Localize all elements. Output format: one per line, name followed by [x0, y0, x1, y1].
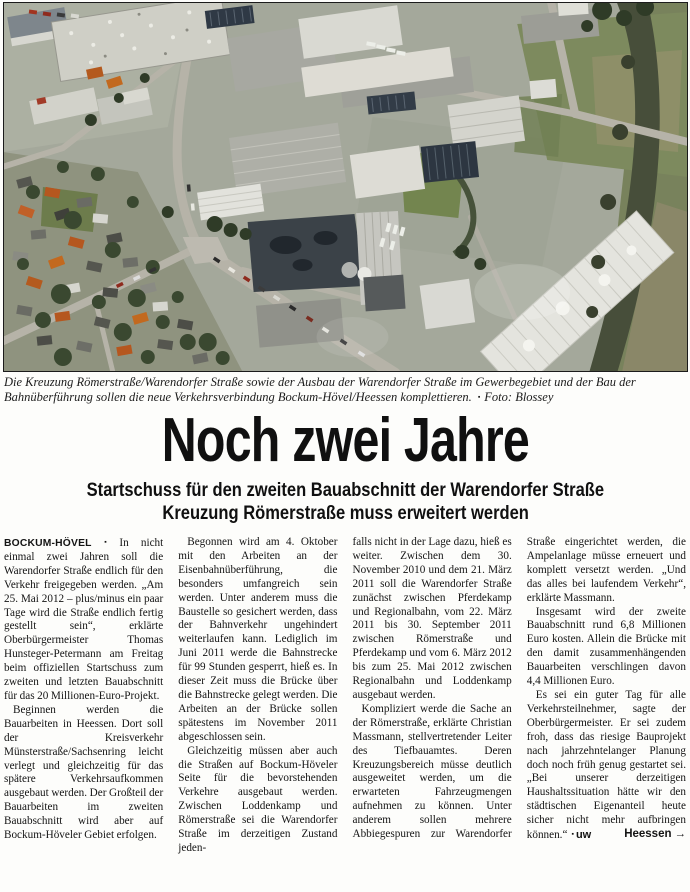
paragraph: Insgesamt wird der zweite Bauabschnitt rund 6,8 Millionen Euro kosten. Allein die Brücke mit den damit zusammenhängenden Bauarbeiten verschlingen davon 4,4 Millionen Euro.	[526, 605, 686, 688]
paragraph: Gleichzeitig müssen aber auch die Straßen auf Bockum-Höveler Seite für die bevorstehenden Verkehre ausgebaut werden. Zwischen Loddenkamp und Römerstraße sei die Warendorfer Straße im derzeitigen Zustand jeden-	[178, 744, 338, 854]
closing-paragraph	[527, 689, 686, 843]
paragraph: Beginnen werden die Bauarbeiten in Heessen. Dort soll der Kreisverkehr Münsterstraße/Sachsenring leicht verlegt und gleichzeitig für das spätere Verkehrsaufkommen ausgebaut werden. Der Großteil der Bauarbeiten im zweiten Bauabschnitt wird aber auf Bockum-Höveler Gebiet erfolgen.	[4, 703, 164, 842]
aerial-photo	[3, 2, 688, 372]
caption-line-2-text: Bahnüberführung sollen die neue Verkehrsverbindung Bockum-Hövel/Heessen komplettieren.	[4, 389, 472, 404]
dateline: BOCKUM-HÖVEL	[4, 538, 92, 549]
article-column-4	[527, 536, 686, 856]
author-initials: uw	[575, 829, 592, 842]
paragraph: Begonnen wird am 4. Oktober mit den Arbeiten an der Eisenbahnüberführung, die besonders umfangreich sein werden. Unter anderem muss die Baustelle so gesichert werden, dass der Bahnverkehr ungehindert weiterlaufen kann. Lediglich im Juni 2011 werde die Bahnstrecke für 99 Stunden gesperrt, hieß es. In dieser Zeit muss die Brücke über die Bahnstrecke gelegt werden. Die Arbeiten an der Brücke sollen spätestens im November 2011 abgeschlossen sein.	[178, 536, 338, 743]
photo-credit: Foto: Blossey	[484, 389, 554, 404]
lead-paragraph	[4, 536, 163, 704]
paragraph-continuation: Straße eingerichtet werden, die Ampelanlage müsse erneuert und komplett versetzt werden. „Und das alles bei laufendem Verkehr“, erklärte Massmann.	[526, 536, 686, 604]
credit-bullet-icon: ▪	[477, 392, 481, 401]
photo-caption	[4, 375, 687, 404]
paragraph-text: Es sei ein guter Tag für alle Verkehrsteilnehmer, sagte der Oberbürgermeister. Er sei zudem froh, dass das riesige Bauprojekt nach jahrzehntelanger Planung doch noch früh genug gestartet sei. „Bei unserer derzeitigen Haushaltssituation hätte wir den städtischen Eigenanteil heute sicher nicht mehr aufbringen können.“	[526, 688, 686, 842]
jump-reference	[615, 828, 686, 842]
subheadline-line-1: Startschuss für den zweiten Bauabschnitt der Warendorfer Straße	[86, 480, 605, 501]
subheadline	[3, 479, 688, 525]
article-column-1	[4, 536, 163, 856]
article-body	[3, 534, 688, 856]
subheadline-line-2: Kreuzung Römerstraße muss erweitert werden	[162, 503, 529, 524]
caption-line-2	[4, 390, 687, 405]
article-column-2	[178, 536, 337, 856]
paragraph-text: In nicht einmal zwei Jahren soll die Warendorfer Straße endlich für den Verkehr freigegeben werden. „Am 25. Mai 2012 – plus/minus ein paar Tage wird die Straße endlich fertig gestellt sein“, erklärte Oberbürgermeister Thomas Hunsteger-Petermann am Freitag beim offiziellen Startschuss zum zweiten und letzten Bauabschnitt für das 20 Millionen-Euro-Projekt.	[4, 537, 164, 702]
headline	[3, 406, 688, 475]
headline-text: Noch zwei Jahre	[161, 406, 530, 475]
author-bullet-icon: ▪	[571, 831, 574, 839]
paragraph-continuation: falls nicht in der Lage dazu, hieß es weiter. Zwischen dem 30. November 2010 und dem 21. März 2011 soll die Warendorfer Straße zunächst zwischen Pferdekamp und Regionalbahn, vom 22. März 2011 bis 30. September 2011 zwischen Römerstraße und Pferdekamp und vom 6. März 2012 bis zum 25. Mai 2012 zwischen Regionalbahn und Loddenkamp ausgebaut werden.	[352, 536, 512, 701]
article-column-3	[353, 536, 512, 856]
paragraph: Kompliziert werde die Sache an der Römerstraße, erklärte Christian Massmann, stellvertretender Leiter des Tiefbauamtes. Deren Kreuzungsbereich müsse deutlich ausgeweitet werden, um die erwarteten Fahrzeugmengen aufnehmen zu können. Unter anderem sollen mehrere Abbiegespuren zur Warendorfer	[352, 702, 512, 841]
caption-line-1: Die Kreuzung Römerstraße/Warendorfer Straße sowie der Ausbau der Warendorfer Straße im Gewerbegebiet und der Bau der	[4, 375, 636, 389]
arrow-right-icon: →	[674, 828, 686, 841]
article-photo	[3, 2, 688, 372]
dateline-bullet-icon: ▪	[94, 538, 117, 546]
jump-label: Heessen	[624, 828, 672, 841]
